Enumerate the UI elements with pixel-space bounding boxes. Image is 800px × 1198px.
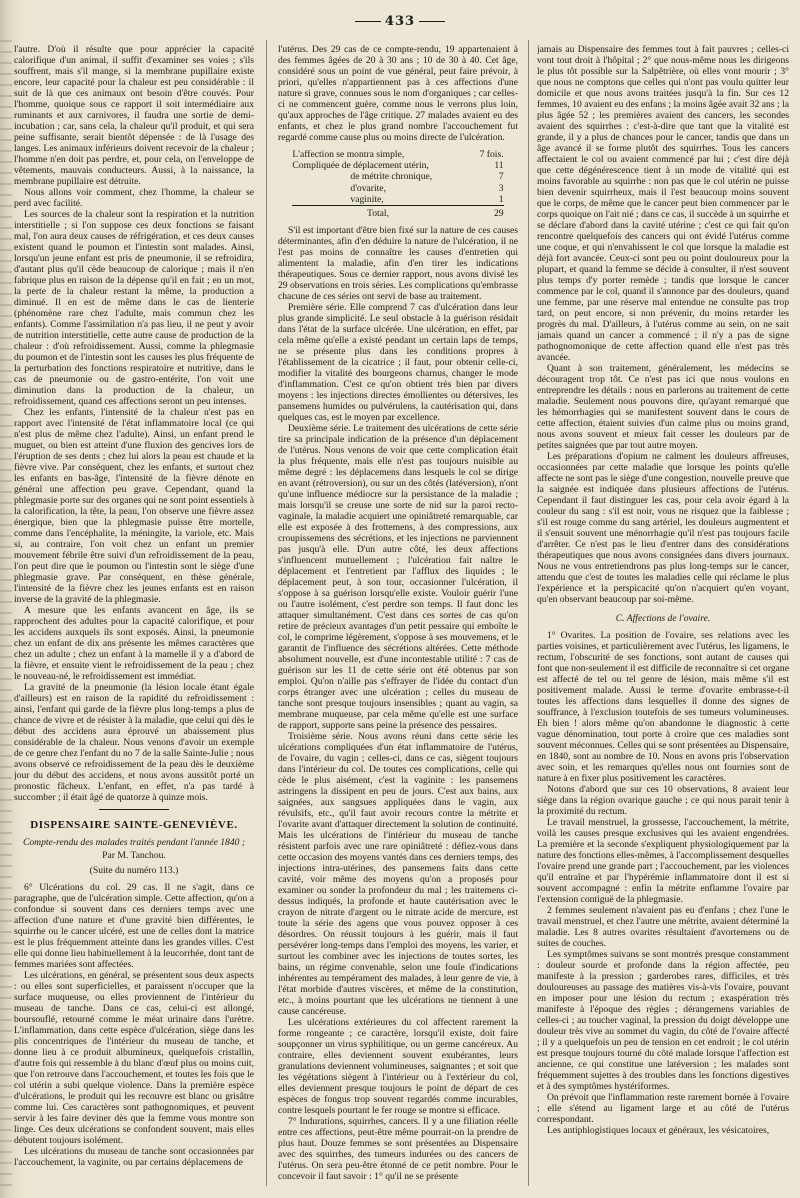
continuation-note: (Suite du numéro 113.) xyxy=(89,865,179,876)
col1-paragraph-5: A mesure que les enfants avancent en âge, ils se rapprochent des adultes pour la capacité calorifique, et pour les accidens auxquels ils sont exposés. Ainsi, la pneumonie chez un enfant de dix ans présente les mêmes caractères que chez un adulte ; chez un enfant à la mamelle il y a d'abord de la fièvre, et ensuite vient le refroidissement de la peau ; chez le nouveau-né, le refroidissement est immédiat. xyxy=(14,605,254,682)
article-separator xyxy=(99,809,169,810)
cases-table xyxy=(292,149,503,219)
page-number-text: 433 xyxy=(384,14,416,29)
folio-dash-right xyxy=(419,21,445,22)
binding-edge xyxy=(0,40,12,1190)
table-row xyxy=(292,171,503,182)
col3-paragraph-5: Notons d'abord que sur ces 10 observations, 8 avaient leur siège dans la région ovarique gauche ; ce qui nous parait tenir à la proximité du rectum. xyxy=(537,784,789,817)
col1-paragraph-2: Nous allons voir comment, chez l'homme, la chaleur se perd avec facilité. xyxy=(14,187,254,209)
section-heading xyxy=(537,613,789,624)
table-label: vaginite, xyxy=(350,193,384,205)
table-label: d'ovarite, xyxy=(350,182,386,194)
table-row xyxy=(292,194,503,206)
col1-paragraph-4: Chez les enfants, l'intensité de la chaleur n'est pas en rapport avec l'intensité de l'état inflammatoire local (ce qui n'est plus de même chez l'adulte). Ainsi, un enfant prend le muguet, ou bien est atteint d'une fluxion des gencives lors de l'éruption de ses dents ; chez lui alors la peau est chaude et la fièvre vive. Par conséquent, chez les enfants, et surtout chez les enfants en bas-âge, l'intensité de la fièvre dénote en général une affection peu grave. Cependant, quand la phlegmasie porte sur des organes qui ne sont point essentiels à la calorification, la tête, la peau, l'on observe une fièvre assez énergique, bien que la phlegmasie puisse être mortelle, comme dans l'encéphalite, la méningite, la variole, etc. Mais si, au contraire, l'on voit chez un enfant un premier mouvement fébrile être suivi d'un refroidissement de la peau, l'on peut dire que le poumon ou l'intestin sont le siège d'une phlegmasie grave. Par conséquent, en thèse générale, l'intensité de la fièvre chez les jeunes enfants est en raison inverse de la gravité de la phlegmasie. xyxy=(14,407,254,605)
col1-paragraph-8: Les ulcérations, en général, se présentent sous deux aspects : ou elles sont superficielles, et paraissent n'occuper que la surface muqueuse, ou elles proviennent de l'intérieur du museau de tanche. Dans ce cas, celui-ci est allongé, boursouflé, retourné comme le méat urinaire dans l'urètre. L'inflammation, dans cette espèce d'ulcération, siège dans les plis concentriques de l'intérieur du museau de tanche, et donne lieu à ce produit albumineux, quelquefois cristallin, d'autre fois qui ressemble à du blanc d'œuf plus ou moins cuit, que l'on retrouve dans l'accouchement, et toutes les fois que le col utérin a subi quelque violence. Dans la première espèce d'ulcérations, le produit qui les recouvre est blanc ou grisâtre comme lui. Ces caractères sont pathognomiques, et peuvent servir à les faire deviner dès que la femme vous montre son linge. Ces deux ulcérations se confondent souvent, mais elles débutent toujours isolément. xyxy=(14,970,254,1146)
col1-paragraph-7: 6° Ulcérations du col. 29 cas. Il ne s'agit, dans ce paragraphe, que de l'ulcération simple. Cette affection, qu'on a confondue si souvent dans ces derniers temps avec une affection d'une nature et d'une gravité bien différentes, le squirrhe ou le cancer ulcéré, est une de celles dont la matrice est le plus fréquemment atteinte dans les grandes villes. C'est elle qui donne lieu habituellement à la leucorrhée, dont tant de femmes mariées sont affectées. xyxy=(14,882,254,970)
col1-paragraph-9: Les ulcérations du museau de tanche sont occasionnées par l'accouchement, la vaginite, ou par certains déplacemens de xyxy=(14,1146,254,1168)
column-rule-2 xyxy=(528,40,529,1186)
table-total-value: 29 xyxy=(464,206,504,220)
col1-paragraph-6: La gravité de la pneumonie (la lésion locale étant égale d'ailleurs) est en raison de la rapidité du refroidissement : ainsi, l'enfant qui garde de la fièvre plus long-temps a plus de chance de vivre et de résister à la maladie, que celui qui dès le début des accidens aura éprouvé un abaissement plus considérable de la chaleur. Nous venons d'avoir un exemple de ce genre chez l'enfant du no 7 de la salle Sainte-Julie ; nous avons observé ce refroidissement de la peau dès le deuxième jour du début des accidens, et nous avons aussitôt porté un pronostic fâcheux. L'enfant, en effet, n'a pas tardé à succomber ; il était âgé de quatorze à quinze mois. xyxy=(14,682,254,803)
table-value: 7 xyxy=(498,171,504,183)
table-total-row xyxy=(292,206,503,220)
col1-paragraph-3: Les sources de la chaleur sont la respiration et la nutrition interstitielle ; si l'on suppose ces deux fonctions se faisant mal, l'on aura deux causes de réfrigération, et ces deux causes existent quand le poumon et l'intestin sont malades. Ainsi, lorsqu'un jeune enfant est pris de pneumonie, il se refroidira, d'autant plus qu'il cède beaucoup de calorique ; mais il n'en fabrique plus en raison de la dépense qu'il en fait ; en un mot, la perte de la chaleur restant la même, la production a diminué. Il en est de même dans le cas de lienterie (phénomène rare chez l'adulte, mais commun chez les enfants). Comme l'assimilation n'a pas lieu, il ne peut y avoir de nutrition interstitielle, cette autre cause de production de la chaleur : d'où refroidissement. Aussi, comme la phlegmasie du poumon et de l'intestin sont les causes les plus fréquente de la perturbation des fonctions respiratoire et nutritive, dans le cas de pneumonie ou de gastro-entérite, l'on voit une diminution dans la production de la chaleur, un refroidissement, quand ces affections seront un peu intenses. xyxy=(14,209,254,407)
col3-paragraph-3: Les préparations d'opium ne calment les douleurs affreuses, occasionnées par cette maladie que lorsque les points qu'elle affecte ne sont pas le siège d'une congestion, nouvelle preuve que la saignée est indiquée dans plusieurs affections de l'utérus. Cependant il faut distinguer les cas, pour cela avoir égard à la couleur du sang : s'il est noir, vous ne risquez que la faiblesse ; s'il est rouge comme du sang artériel, les douleurs augmentent et il s'ensuit souvent une ménorrhagie qu'il n'est pas toujours facile d'arrêter. Ce n'est pas le lieu d'entrer dans des considérations thérapeutiques que nous avons consignées dans divers journaux. Nous ne vous entretiendrons pas plus long-temps sur le cancer, attendu que c'est de toutes les maladies celle qui réclame le plus l'expérience et la perspicacité qu'on n'acquiert qu'en voyant, qu'en observant beaucoup par soi-même. xyxy=(537,451,789,605)
table-total-label: Total, xyxy=(292,206,463,220)
column-1 xyxy=(14,44,254,1184)
table-value: 3 xyxy=(498,182,504,194)
col3-paragraph-4: 1° Ovarites. La position de l'ovaire, ses relations avec les parties voisines, et particulièrement avec l'utérus, les ligamens, le rectum, l'obscurité de ses fonctions, sont autant de causes qui font que non-seulement il est difficile de reconnaître si cet organe est affecté de tel ou tel genre de lésion, mais même s'il est positivement malade. Aussi le terme d'ovarite embrasse-t-il toutes les affections dans lesquelles il donne des signes de souffrance, à l'exclusion toutefois de ses tumeurs volumineuses. Eh bien ! alors même qu'on abandonne le diagnostic à cette vague dénomination, tout porte à croire que ces maladies sont souvent méconnues. Celles qui se sont présentées au Dispensaire, en 1840, sont au nombre de 10. Nous en avons pris l'observation avec soin, et les remarques qu'elles nous ont fournies sont de nature à en fixer plus positivement les caractères. xyxy=(537,630,789,784)
col3-paragraph-2: Quant à son traitement, généralement, les médecins se découragent trop tôt. Ce n'est pas ici que nous voulons en entreprendre les détails : nous en parlerons au traitement de cette maladie. Seulement nous pouvons dire, qu'ayant remarqué que les hémorrhagies qui se manifestent souvent dans le cours de cette affection, étaient suivies d'un calme plus ou moins grand, nous avons souvent et mieux fait cesser les douleurs par de petites saignées que par tout autre moyen. xyxy=(537,363,789,451)
table-row xyxy=(292,183,503,194)
col3-paragraph-7: 2 femmes seulement n'avaient pas eu d'enfans ; chez l'une le travail menstruel, et chez l'autre une métrite, avaient déterminé la maladie. Les 8 autres ovarites résultaient d'avortemens ou de suites de couches. xyxy=(537,905,789,949)
column-rule-1 xyxy=(266,40,267,1186)
col2-paragraph-6: Les ulcérations extérieures du col affectent rarement la forme rongeante ; ce caractère, lorsqu'il existe, doit faire soupçonner un virus syphilitique, ou un germe cancéreux. Au contraire, elles deviennent souvent exubérantes, leurs granulations deviennent volumineuses, saignantes ; et soit que les végétations siègent à l'intérieur ou à l'extérieur du col, elles deviennent presque toujours le point de départ de ces espèces de fongus trop souvent regardés comme incurables, contre lesquels pourtant le fer rouge se montre si efficace. xyxy=(278,1017,518,1117)
col1-paragraph-1: l'autre. D'où il résulte que pour apprécier la capacité calorifique d'un animal, il suffit d'examiner ses voies ; s'ils souffrent, mais s'il mange, si la membrane pupillaire existe encore, leur capacité pour la chaleur est peu considérable : il suit de là que ces animaux ont besoin d'être couvés. Pour l'homme, quoique sous ce rapport il soit intermédiaire aux ruminants et aux carnivores, il faudra une sortie de demi-incubation ; car, sans cela, la chaleur qu'il produit, et qui sera peine suffisante, serait bientôt dépensée : de là l'usage des langes. Les animaux inférieurs doivent recevoir de la chaleur ; l'homme n'en doit pas perdre, et, pour cela, on l'enveloppe de vêtements, mauvais conducteurs. Aussi, à la naissance, la membrane pupillaire est détruite. xyxy=(14,44,254,187)
folio-dash-left xyxy=(355,21,381,22)
col2-paragraph-4: Deuxième série. Le traitement des ulcérations de cette série tire sa principale indication de la présence d'un déplacement de l'utérus. Nous venons de voir que cette complication était la plus fréquente, mais elle n'est pas toujours nuisible au même degré : les déplacemens dans lesquels le col se dirige en avant (rétroversion), ou sur un des côtés (latéversion), n'ont qu'une influence médiocre sur la persistance de la maladie ; mais lorsqu'il se creuse une sorte de nid sur la paroi recto-vaginale, la maladie acquiert une opiniâtreté remarquable, car elle est exposée à des frottemens, à des compressions, aux croupissemens des sécrétions, et les injections ne parviennent pas jusqu'à elle. D'un autre côté, les deux affections s'influencent mutuellement ; l'ulcération fait naître le déplacement et l'entretient par l'afflux des liquides ; le déplacement peut, à son tour, occasionner l'ulcération, il s'oppose à sa guérison lorsqu'elle existe. Vouloir guérir l'une ou l'autre isolément, c'est perdre son temps. Il faut donc les attaquer simultanément. C'est dans ces sortes de cas qu'on retire de précieux avantages d'un petit pessaire qui emboîte le col, le comprime légèrement, s'oppose à ses mouvemens, et le garantit de l'influence des sécrétions altérées. Cette méthode absolument nouvelle, est d'une incontestable utilité : 7 cas de guérison sur les 11 de cette série ont été obtenus par son emploi. Qu'on n'aille pas s'effrayer de l'idée du contact d'un corps étranger avec une ulcération ; celles du museau de tanche sont presque toujours insensibles ; quant au vagin, sa membrane muqueuse, par cela même qu'elle est une surface de rapport, supporte sans peine la présence des pessaires. xyxy=(278,423,518,732)
column-2 xyxy=(278,44,518,1184)
table-label: Compliquée de déplacement utérin, xyxy=(292,160,429,172)
col2-paragraph-7: 7° Indurations, squirrhes, cancers. Il y a une filiation réelle entre ces affections, peut-être même pourrait-on la prendre de plus haut. Douze femmes se sont présentées au Dispensaire avec des squirrhes, des tumeurs indurées ou des cancers de l'utérus. On sera peu-être étonné de ce petit nombre. Pour le concevoir il faut savoir : 1° qu'il ne se présente xyxy=(278,1116,518,1183)
col2-paragraph-1: l'utérus. Des 29 cas de ce compte-rendu, 19 appartenaient à des femmes âgées de 20 à 30 ans ; 10 de 30 à 40. Cet âge, considéré sous un point de vue général, peut faire prévoir, à priori, qu'elles n'appartiennent pas à ces affections d'une nature si grave, connues sous le nom d'organiques ; car celles-ci ne commencent guère, comme nous le verrons plus loin, qu'aux approches de l'âge critique. 27 malades avaient eu des enfants, et chez le plus grand nombre l'accouchement fut regardé comme cause plus ou moins directe de l'ulcération. xyxy=(278,44,518,143)
article-byline: Par M. Tanchou. xyxy=(102,850,166,861)
col2-paragraph-3: Première série. Elle comprend 7 cas d'ulcération dans leur plus grande simplicité. Le seul obstacle à la guérison résidait dans l'état de la surface ulcérée. Une ulcération, en effet, par cela même qu'elle a existé pendant un certain laps de temps, ne se présente plus dans les conditions propres à l'établissement de la cicatrice ; il faut, pour obtenir celle-ci, modifier la vitalité des bourgeons charnus, changer le mode d'inflammation. C'est ce qu'on obtient très bien par divers moyens : les injections directes émollientes ou détersives, les pansemens humides ou pulvérulens, la cautérisation qui, dans quelques cas, est le moyen par excellence. xyxy=(278,302,518,424)
col2-paragraph-5: Troisième série. Nous avons réuni dans cette série les ulcérations compliquées d'un état inflammatoire de l'utérus, de l'ovaire, du vagin ; celles-ci, dans ce cas, siègent toujours dans l'intérieur du col. De toutes ces complications, celle qui cède le plus aisément, c'est la vaginite : les pansemens astringens la dissipent en peu de jours. C'est aux bains, aux saignées, aux sangsues appliquées dans le vagin, aux révulsifs, etc., qu'il faut avoir recours contre la métrite et l'ovarite avant d'attaquer directement la solution de continuité. Mais les ulcérations de l'intérieur du museau de tanche résistent parfois avec une rare opiniâtreté : défiez-vous dans cette occasion des moyens vantés dans ces derniers temps, des injections intra-utérines, des pansemens faits dans cette cavité, voir même des moyens qu'on a proposés pour examiner ou sonder la profondeur du mal ; les traitemens ci-dessus indiqués, la profonde et haute cautérisation avec le crayon de nitrate d'argent ou le nitrate acide de mercure, est toute la série des agens que vous pouvez opposer à ces désordres. On réussit toujours à les guérir, mais il faut persévérer long-temps dans l'emploi des moyens, les varier, et surtout les combiner avec les injections de toutes sortes, les bains, un régime convenable, selon une foule d'indications inhérentes au tempérament des malades, à leur genre de vie, à l'état morbide d'autres viscères, et même de la constitution, etc., à moins pourtant que les ulcérations ne tiennent à une cause cancéreuse. xyxy=(278,731,518,1018)
table-value: 7 fois. xyxy=(479,149,504,160)
table-row xyxy=(292,149,503,160)
table-value: 11 xyxy=(494,160,504,172)
col3-paragraph-8: Les symptômes suivans se sont montrés presque constamment : douleur sourde et profonde dans la région affectée, peu manifeste à la pression ; garderobes rares, difficiles, et très douloureuses au passage des matières vis-à-vis l'ovaire, pouvant en imposer pour une lésion du rectum ; exaspération très manifeste à l'époque des règles ; dérangemens variables de celles-ci ; au toucher vaginal, la pression du doigt développe une douleur très vive au sommet du vagin, du côté de l'ovaire affecté ; il y a quelquefois un peu de tension en cet endroit ; le col utérin est presque toujours tourné du côté malade lorsque l'affection est ancienne, ce qui constitue une latéversion ; les malades sont fréquemment sujettes à des troubles dans les fonctions digestives et à des symptômes hystériformes. xyxy=(537,949,789,1092)
article-subtitle: Compte-rendu des malades traités pendant l'année 1840 ; xyxy=(22,837,246,848)
section-heading-text: C. Affections de l'ovaire. xyxy=(615,613,711,624)
col3-paragraph-10: Les antiphlogistiques locaux et généraux, les vésicatoires, xyxy=(547,1125,770,1136)
col2-paragraph-2: S'il est important d'être bien fixé sur la nature de ces causes déterminantes, afin d'en déduire la nature de l'ulcération, il ne l'est pas moins de connaître les causes d'entretien qui alimentent la maladie, afin d'en tirer les indications thérapeutiques. Sous ce dernier rapport, nous avons divisé les 29 observations en trois séries. Les complications qu'embrasse chacune de ces séries ont servi de base au traitement. xyxy=(278,225,518,303)
table-row xyxy=(292,160,503,171)
article-heading: DISPENSAIRE SAINTE-GENEVIÈVE. xyxy=(30,819,238,831)
table-label: L'affection se montra simple, xyxy=(292,149,405,160)
table-value: 1 xyxy=(498,193,504,205)
col3-paragraph-6: Le travail menstruel, la grossesse, l'accouchement, la métrite, voilà les causes presque exclusives qui les avaient engendrées. La première et la seconde s'expliquent physiologiquement par la nature des fonctions elles-mêmes, à l'accomplissement desquelles l'ovaire prend une grande part ; l'accouchement, par les violences qu'il entraîne et par l'hypérémie inflammatoire dont il est si souvent accompagné : enfin la métrite enflamme l'ovaire par l'extension contiguë de la phlegmasie. xyxy=(537,817,789,905)
page-number xyxy=(0,14,800,29)
col3-paragraph-1: jamais au Dispensaire des femmes tout à fait pauvres ; celles-ci vont tout droit à l'hôpital ; 2° que nous-même nous les dirigeons le plus tôt possible sur la Salpêtrière, où elles vont mourir ; 3° que nous ne comptons que celles qui n'ont pas voulu quitter leur domicile et que nous avons traitées jusqu'à la fin. Sur ces 12 femmes, 10 avaient eu des enfans ; la moins âgée avait 32 ans ; la plus âgée 52 ; les premières avaient des cancers, les secondes avaient des squirrhes : c'est-à-dire que tant que la vitalité est grande, il y a plus de chances pour le cancer, tandis que dans un âge avancé il se forme plutôt des squirrhes. Tous les cancers affectaient le col ou avaient commencé par lui ; c'est dire déjà que cette dégénérescence tient à un mode de vitalité qui est moins favorable au squirrhe : non pas que le col utérin ne puisse bien devenir squirrheux, mais il l'est beaucoup moins souvent que le corps, de même que le cancer peut bien commencer par le corps quoique on l'ait nié ; dans ce cas, il succède à un squirrhe et se déclare d'abord dans la cavité utérine ; c'est ce qui fait qu'on rencontre quelquefois des cancers qui ont évidé l'utérus comme une coque, et qui n'envahissent le col que lorsque la maladie est déjà fort avancée. Ceux-ci sont peu ou point douloureux pour la plupart, et quand la femme se décide à consulter, il n'est souvent plus temps d'y porter remède ; tandis que lorsque le cancer commence par le col, quand il s'annonce par des douleurs, quand une femme, par une réserve mal entendue ne consulte pas trop tard, on peut encore, si non prévenir, du moins retarder les progrès du mal. D'ailleurs, à l'utérus comme au sein, on ne sait jamais quand un cancer a commencé ; il n'y a pas de signe pathognomonique de cette affection quand elle n'est pas très avancée. xyxy=(537,44,789,363)
col3-paragraph-9: On prévoit que l'inflammation reste rarement bornée à l'ovaire ; elle s'étend au ligament large et au côté de l'utérus correspondant. xyxy=(537,1092,789,1125)
table-label: de métrite chronique, xyxy=(350,171,433,183)
column-3 xyxy=(537,44,789,1184)
